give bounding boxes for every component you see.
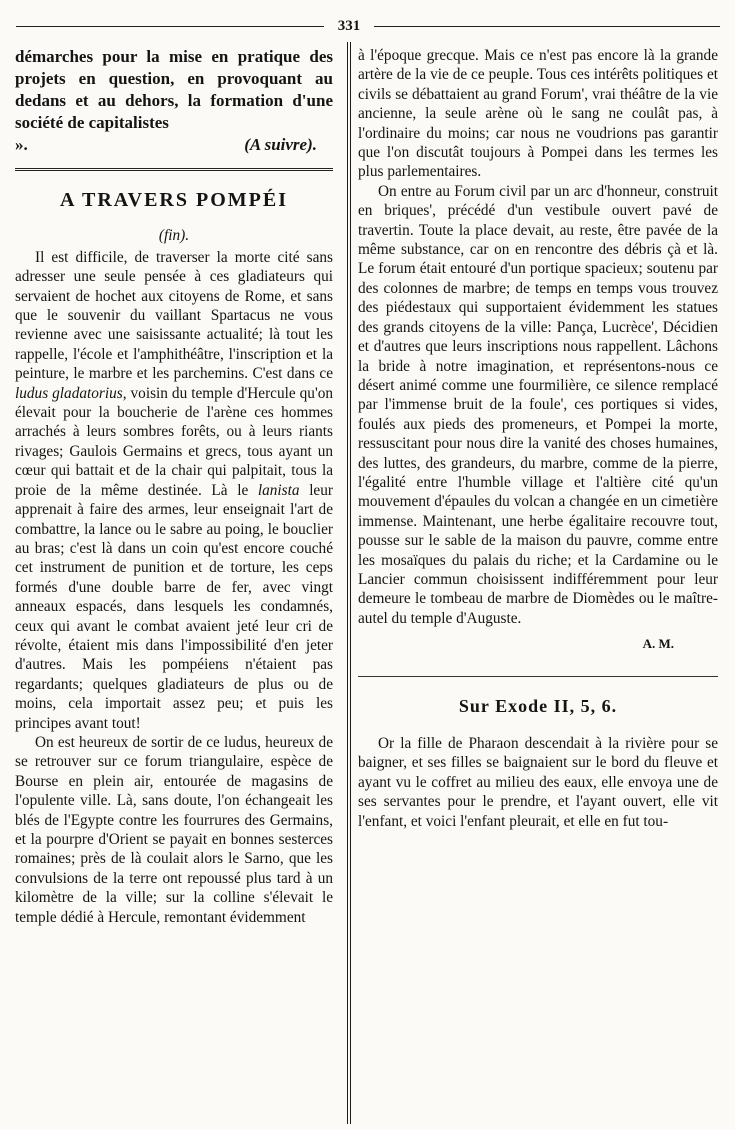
latin-term: ludus gladatorius,	[15, 384, 127, 402]
column-divider	[350, 42, 351, 1124]
article-paragraph-2: On est heureux de sortir de ce ludus, heureux de se retrouver sur ce forum triangulaire, espèce de Bourse en plein air, entourée de magasins de l'opulente ville. Là, sans doute, l'on échangeait les blés de l'Egypte contre les fourrures des Germains, et la pourpre d'Orient se payait en bonnes sesterces romaines; près de là coulait alors le Sarno, que les convulsions de la terre ont repoussé plus tard à un kilomètre de la ville; sur la colline s'élevait le temple dédié à Hercule, remontant évidemment	[15, 733, 333, 926]
page-number: 331	[337, 18, 361, 34]
continued-paragraph: démarches pour la mise en pratique des projets en question, en provoquant au dedans et au dehors, la formation d'une société de capitalistes	[15, 47, 333, 132]
paragraph-text: voisin du temple d'Hercule qu'on élevait pour la boucherie de l'arène ces hommes arrachés à leurs sombres forêts, ou à leurs riants rivages; Gaulois Germains et grecs, tous ayant un cœur qui battait et de la chair qui palpitait, tous la proie de la même destinée. Là le	[15, 384, 334, 499]
author-signature: A. M.	[642, 636, 674, 652]
header-rule-left	[16, 26, 324, 27]
section-separator	[358, 676, 718, 677]
second-article-title: Sur Exode II, 5, 6.	[458, 695, 618, 716]
left-column	[15, 46, 333, 927]
article-subtitle: (fin).	[158, 227, 190, 245]
article-paragraph-3: On entre au Forum civil par un arc d'honneur, construit en briques', précédé d'un vestibule ouvert pavé de travertin. Toute la place devait, au reste, être pavée de la même substance, car on en rencontre des débris çà et là. Le forum était entouré d'un portique spacieux; soutenu par des colonnes de marbre; de temps en temps vous trouvez des piédestaux qui supportaient évidemment les statues des grands citoyens de la ville: Pança, Lucrèce', Décidien et d'autres que leurs inscriptions nous rappellent. Lâchons la bride à notre imagination, et représentons-nous ce désert animé comme une fourmilière, ce silence remplacé par l'immense bruit de la foule', ces portiques si vides, foulés aux pieds des promeneurs, et Pompei la morte, ressuscitant pour nous dire la vanité des choses humaines, des luttes, des grandeurs, du marbre, comme de la pierre, l'égalité entre l'humble village et l'altière cité qu'un mouvement d'épaules du volcan a changée en un cimetière immense. Maintenant, une herbe égalitaire recouvre tout, pousse sur le sable de la maison du pauvre, comme entre les mosaïques du palais du riche; et la Cardamine ou le Lancier commun choisissent indifféremment pour leur demeure le tombeau de marbre de Diomèdes ou le maître-autel du temple d'Auguste.	[358, 182, 718, 627]
continuation-end-line	[15, 134, 333, 156]
right-column	[358, 46, 718, 831]
column-divider	[347, 42, 348, 1124]
latin-term: lanista	[257, 481, 300, 499]
article-paragraph-1	[15, 248, 333, 733]
paragraph-text: leur apprenait à faire des armes, leur enseignait l'art de combattre, la lance ou le sabre au poing, le bouclier au bras; c'est là dans un coin qu'est encore couché cet instrument de punition et de torture, les ceps formés d'une double barre de fer, avec vingt anneaux espacés, dans lesquels les condamnés, ceux qui avant le combat avaient jeté leur cri de révolte, étaient mis dans l'impossibilité d'en jeter d'autres. Mais les pompéiens n'étaient pas regardants; quelques gladiateurs de plus ou de moins, cela importait assez peu; et puis les principes avant tout!	[15, 481, 333, 732]
page-header	[6, 16, 728, 36]
second-article-paragraph: Or la fille de Pharaon descendait à la rivière pour se baigner, et ses filles se baignaient sur le bord du fleuve et ayant vu le coffret au milieu des eaux, elle envoya une de ses servantes pour le prendre, et l'ayant ouvert, elle vit l'enfant, et voici l'enfant pleurait, et elle en fut tou-	[358, 735, 718, 830]
article-paragraph-2-continued: à l'époque grecque. Mais ce n'est pas encore là la grande artère de la vie de ce peuple. Tous ces intérêts politiques et civils se débattaient au grand Forum', vrai théâtre de la vie ancienne, la seule arène où le sang ne coulât pas, à l'ordinaire du moins; car nous ne voudrions pas garantir que l'on discutât toujours à Pompei dans les termes les plus parlementaires.	[358, 47, 718, 181]
closing-quote: ».	[15, 135, 28, 154]
paragraph-text: Il est difficile, de traverser la morte cité sans adresser une seule pensée à ces gladiateurs qui servaient de hochet aux citoyens de Rome, et sans que le souvenir du vaillant Spartacus ne vous revienne avec une saisissante actualité; là tout les rappelle, l'école et l'amphithéâtre, l'inscription et la peinture, le marbre et les parchemins. C'est dans ce	[15, 248, 333, 383]
article-title: A TRAVERS POMPÉI	[60, 189, 288, 211]
section-separator	[15, 168, 333, 175]
header-rule-right	[374, 26, 720, 27]
to-be-continued: (A suivre).	[244, 135, 317, 154]
